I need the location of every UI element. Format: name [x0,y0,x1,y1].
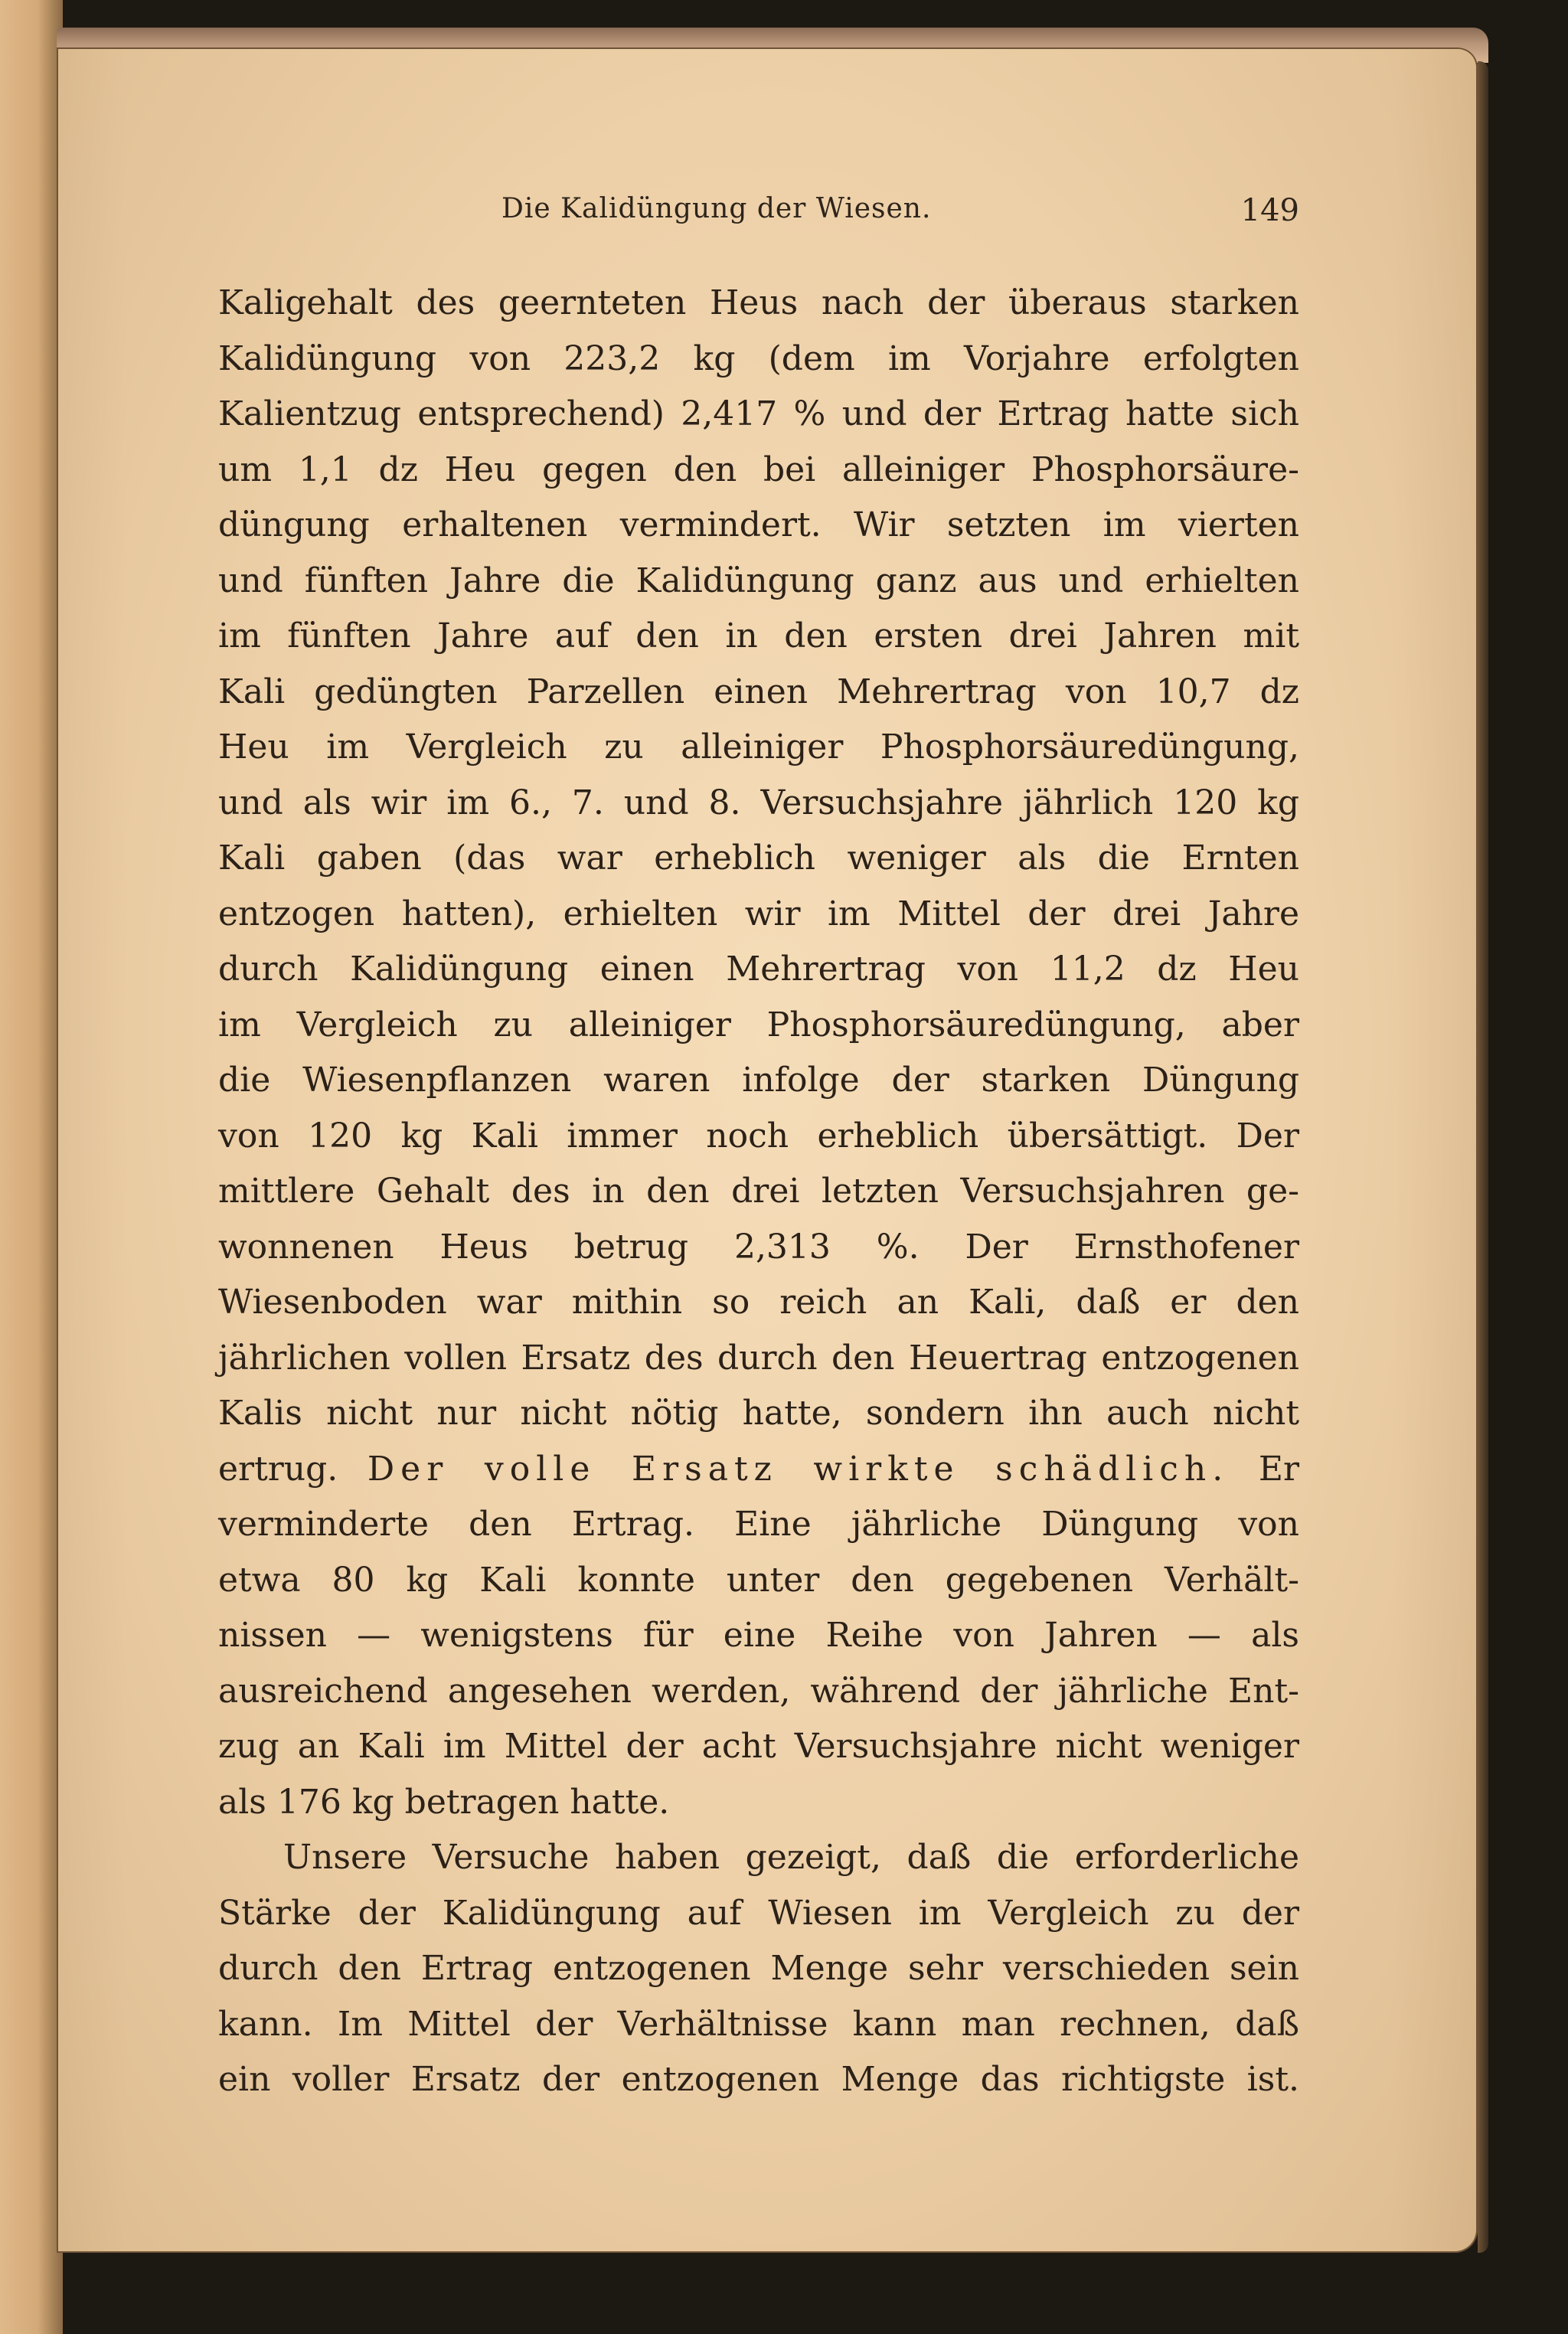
text-line: von 120 kg Kali immer noch erheblich übersättigt. Der [218,1116,1299,1156]
text-line: die Wiesenpflanzen waren infolge der starken Düngung [218,1061,1299,1100]
text-line: durch den Ertrag entzogenen Menge sehr verschieden sein [218,1949,1299,1988]
page-number: 149 [1240,193,1299,228]
text-line: Wiesenboden war mithin so reich an Kali, daß er den [218,1283,1299,1322]
text-line: Kalidüngung von 223,2 kg (dem im Vorjahre erfolgten [218,338,1299,378]
spaced-emphasis: Der volle Ersatz wirkte schädlich. [367,1449,1230,1489]
text-line: durch Kalidüngung einen Mehrertrag von 11,2 dz Heu [218,950,1299,989]
text-line: Kalientzug entsprechend) 2,417 % und der Ertrag hatte sich [218,394,1299,433]
text-line: etwa 80 kg Kali konnte unter den gegebenen Verhält- [218,1560,1299,1600]
text-line: Kalis nicht nur nicht nötig hatte, sondern ihn auch nicht [218,1394,1299,1433]
text-line: wonnenen Heus betrug 2,313 %. Der Ernsthofener [218,1227,1299,1267]
text-line: nissen — wenigstens für eine Reihe von Jahren — als [218,1616,1299,1655]
text-line: zug an Kali im Mittel der acht Versuchsjahre nicht weniger [218,1727,1299,1766]
text-fragment: ertrug. [218,1449,338,1489]
page-header [218,193,1299,239]
text-line: jährlichen vollen Ersatz des durch den Heuertrag entzogenen [218,1338,1299,1378]
page-right-edge [1478,61,1488,2253]
text-line: ein voller Ersatz der entzogenen Menge das richtigste ist. [218,2060,1299,2099]
text-line: düngung erhaltenen vermindert. Wir setzten im vierten [218,505,1299,544]
text-line: Stärke der Kalidüngung auf Wiesen im Vergleich zu der [218,1893,1299,1933]
text-line: und als wir im 6., 7. und 8. Versuchsjahre jährlich 120 kg [218,783,1299,822]
text-line: verminderte den Ertrag. Eine jährliche Düngung von [218,1505,1299,1544]
text-line: im fünften Jahre auf den in den ersten drei Jahren mit [218,616,1299,655]
text-line: um 1,1 dz Heu gegen den bei alleiniger Phosphorsäure- [218,449,1299,489]
running-title: Die Kalidüngung der Wiesen. [501,193,932,224]
book-cover-edge [0,0,63,2334]
text-line: Kali gedüngten Parzellen einen Mehrertrag von 10,7 dz [218,672,1299,711]
text-line: Kaligehalt des geernteten Heus nach der überaus starken [218,283,1299,322]
text-line: ausreichend angesehen werden, während der jährliche Ent- [218,1671,1299,1711]
text-line: als 176 kg betragen hatte. [218,1782,670,1822]
paragraph-start-line: Unsere Versuche haben gezeigt, daß die erforderliche [283,1838,1299,1877]
text-line-emphasis [218,1442,1299,1498]
text-line: Heu im Vergleich zu alleiniger Phosphorsäuredüngung, [218,727,1299,767]
text-line: mittlere Gehalt des in den drei letzten Versuchsjahren ge- [218,1172,1299,1211]
text-line: entzogen hatten), erhielten wir im Mittel der drei Jahre [218,894,1299,933]
text-line: und fünften Jahre die Kalidüngung ganz aus und erhielten [218,561,1299,600]
text-fragment: Er [1258,1449,1299,1489]
text-line: Kali gaben (das war erheblich weniger als die Ernten [218,838,1299,878]
text-line: im Vergleich zu alleiniger Phosphorsäuredüngung, aber [218,1005,1299,1044]
body-text [218,276,1299,2108]
text-line: kann. Im Mittel der Verhältnisse kann man rechnen, daß [218,2004,1299,2044]
